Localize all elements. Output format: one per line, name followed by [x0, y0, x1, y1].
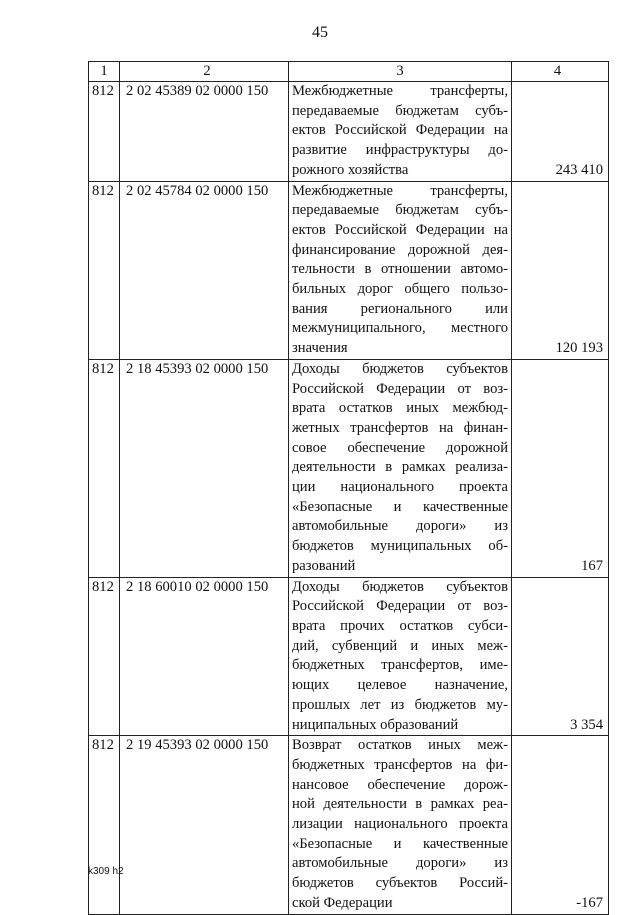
- description-line: бюджетных трансфертов на фи-: [292, 756, 508, 773]
- description-line: совое обеспечение дорожной: [292, 439, 508, 456]
- description-line: Доходы бюджетов субъектов: [292, 578, 508, 595]
- budget-classification-code-cell: 2 02 45389 02 0000 150: [120, 82, 289, 182]
- page-number: 45: [312, 24, 328, 41]
- description-line: финансирование дорожной дея-: [292, 241, 508, 258]
- budget-classification-code-cell: 2 18 60010 02 0000 150: [120, 577, 289, 736]
- description-line: дий, субвенций и иных меж-: [292, 637, 508, 654]
- admin-code-cell: 812: [89, 577, 120, 736]
- header-col-4: 4: [512, 62, 609, 82]
- description-line: прошлых лет из бюджетов му-: [292, 696, 508, 713]
- description-line: ной деятельности в рамках реа-: [292, 796, 508, 813]
- amount-cell: 243 410: [512, 82, 609, 182]
- description-line: ниципальных образований: [292, 716, 459, 733]
- description-line: ской Федерации: [292, 894, 393, 911]
- description-line: бюджетов субъектов Россий-: [292, 875, 508, 892]
- description-line: ющих целевое назначение,: [292, 677, 508, 694]
- description-line: автомобильные дороги» из: [292, 518, 508, 535]
- description-line: Межбюджетные трансферты,: [292, 83, 508, 99]
- description-line: разований: [292, 557, 356, 574]
- description-cell: [289, 736, 512, 914]
- description-line: передаваемые бюджетам субъ-: [292, 202, 508, 219]
- table-row: [89, 359, 609, 577]
- description-line: тельности в отношении автомо-: [292, 261, 508, 278]
- admin-code-cell: 812: [89, 82, 120, 182]
- amount-cell: 167: [512, 359, 609, 577]
- description-line: Межбюджетные трансферты,: [292, 182, 508, 199]
- admin-code-cell: 812: [89, 736, 120, 914]
- description-line: автомобильные дороги» из: [292, 855, 508, 872]
- description-line: бюджетных трансфертов, име-: [292, 657, 508, 674]
- table-row: [89, 736, 609, 914]
- table-row: [89, 181, 609, 359]
- header-col-3: 3: [289, 62, 512, 82]
- table-row: [89, 82, 609, 182]
- header-col-2: 2: [120, 62, 289, 82]
- budget-table: [88, 61, 609, 915]
- header-col-1: 1: [89, 62, 120, 82]
- description-line: лизации национального проекта: [292, 816, 508, 833]
- description-line: жетных трансфертов на финан-: [292, 419, 508, 436]
- description-line: межмуниципального, местного: [292, 320, 508, 337]
- table-row: [89, 577, 609, 736]
- amount-cell: 120 193: [512, 181, 609, 359]
- description-line: «Безопасные и качественные: [292, 498, 508, 515]
- description-line: ции национального проекта: [292, 479, 508, 496]
- description-line: передаваемые бюджетам субъ-: [292, 102, 508, 119]
- description-cell: [289, 359, 512, 577]
- description-cell: [289, 577, 512, 736]
- admin-code-cell: 812: [89, 181, 120, 359]
- table-header-row: [89, 62, 609, 82]
- footer-code: k309 h2: [88, 866, 124, 877]
- description-cell: [289, 181, 512, 359]
- description-line: ектов Российской Федерации на: [292, 122, 508, 139]
- description-line: врата остатков иных межбюд-: [292, 400, 508, 417]
- description-line: значения: [292, 340, 348, 357]
- description-line: Возврат остатков иных меж-: [292, 737, 508, 754]
- description-line: Доходы бюджетов субъектов: [292, 360, 508, 377]
- description-line: бюджетов муниципальных об-: [292, 538, 508, 555]
- description-line: рожного хозяйства: [292, 161, 409, 178]
- description-line: Российской Федерации от воз-: [292, 598, 508, 615]
- budget-classification-code-cell: 2 02 45784 02 0000 150: [120, 181, 289, 359]
- description-line: «Безопасные и качественные: [292, 835, 508, 852]
- amount-cell: 3 354: [512, 577, 609, 736]
- description-line: ектов Российской Федерации на: [292, 221, 508, 238]
- budget-classification-code-cell: 2 18 45393 02 0000 150: [120, 359, 289, 577]
- description-line: развитие инфраструктуры до-: [292, 142, 508, 159]
- description-line: деятельности в рамках реализа-: [292, 459, 508, 476]
- description-line: вания регионального или: [292, 300, 508, 317]
- description-line: врата прочих остатков субси-: [292, 617, 508, 634]
- admin-code-cell: 812: [89, 359, 120, 577]
- description-cell: [289, 82, 512, 182]
- description-line: нансовое обеспечение дорож-: [292, 776, 508, 793]
- amount-cell: -167: [512, 736, 609, 914]
- description-line: бильных дорог общего пользо-: [292, 281, 508, 298]
- budget-classification-code-cell: 2 19 45393 02 0000 150: [120, 736, 289, 914]
- description-line: Российской Федерации от воз-: [292, 380, 508, 397]
